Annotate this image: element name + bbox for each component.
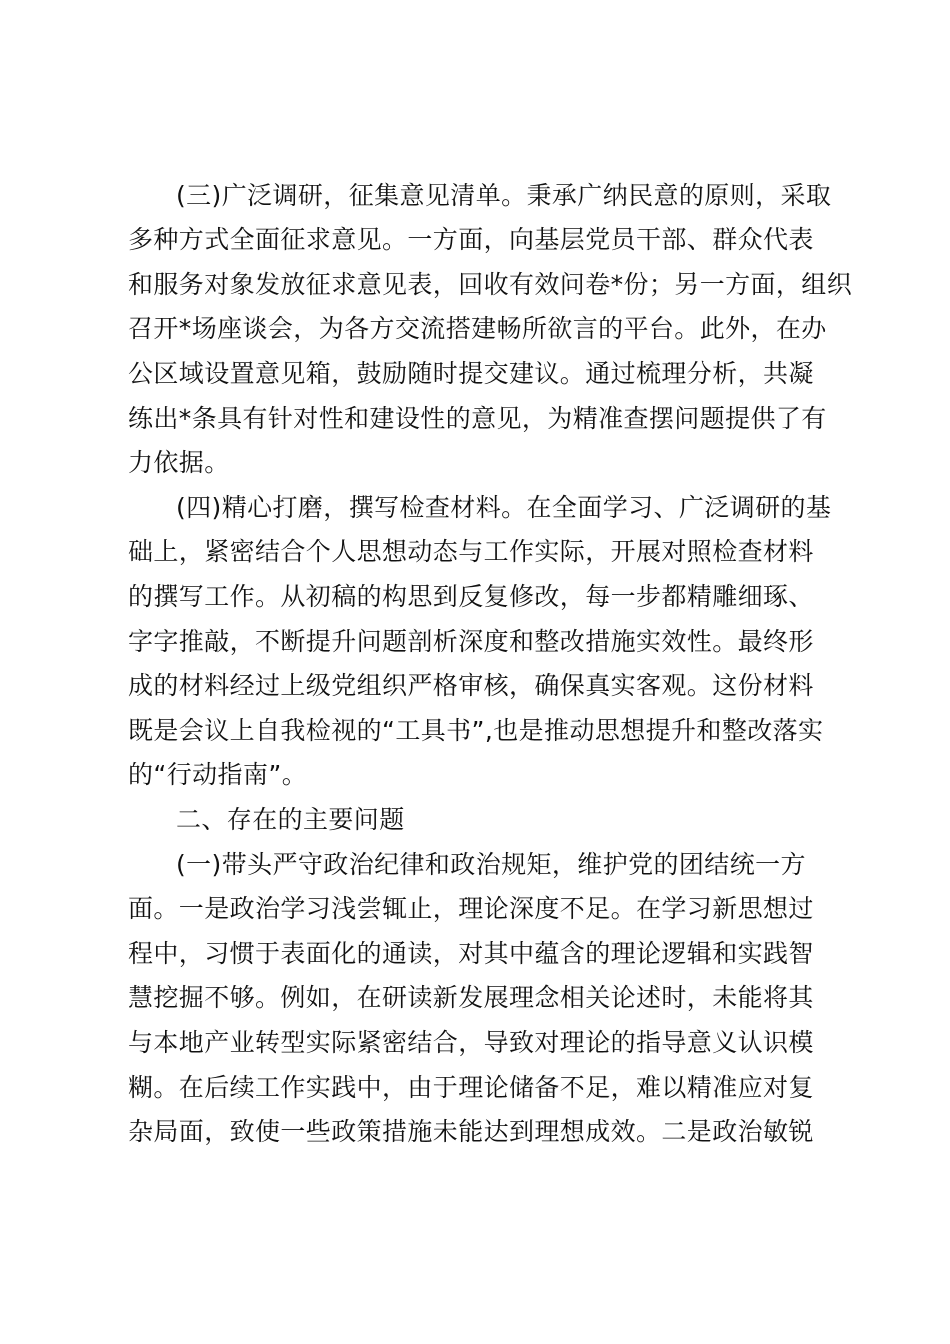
paragraph-line: 程中，习惯于表面化的通读，对其中蕴含的理论逻辑和实践智: [128, 939, 814, 968]
paragraph-line: 成的材料经过上级党组织严格审核，确保真实客观。这份材料: [128, 671, 814, 700]
paragraph-line: 字字推敲，不断提升问题剖析深度和整改措施实效性。最终形: [128, 627, 814, 656]
paragraph-line: 慧挖掘不够。例如，在研读新发展理念相关论述时，未能将其: [128, 983, 814, 1012]
paragraph-line: 的“行动指南”。: [128, 760, 308, 789]
paragraph-line: 力依据。: [128, 448, 230, 477]
paragraph-line: 与本地产业转型实际紧密结合，导致对理论的指导意义认识模: [128, 1028, 814, 1057]
paragraph-line: 既是会议上自我检视的“工具书”,也是推动思想提升和整改落实: [128, 716, 824, 745]
paragraph-line: 练出*条具有针对性和建设性的意见，为精准查摆问题提供了有: [128, 404, 827, 433]
paragraph-line: (三)广泛调研，征集意见清单。秉承广纳民意的原则，采取: [176, 181, 832, 210]
paragraph-line: (四)精心打磨，撰写检查材料。在全面学习、广泛调研的基: [176, 493, 832, 522]
paragraph-line: 杂局面，致使一些政策措施未能达到理想成效。二是政治敏锐: [128, 1117, 814, 1146]
paragraph-line: 的撰写工作。从初稿的构思到反复修改，每一步都精雕细琢、: [128, 582, 814, 611]
paragraph-line: 面。一是政治学习浅尝辄止，理论深度不足。在学习新思想过: [128, 894, 814, 923]
paragraph-line: 和服务对象发放征求意见表，回收有效问卷*份；另一方面，组织: [128, 270, 853, 299]
paragraph-line: 糊。在后续工作实践中，由于理论储备不足，难以精准应对复: [128, 1073, 814, 1102]
paragraph-line: 础上，紧密结合个人思想动态与工作实际，开展对照检查材料: [128, 537, 814, 566]
paragraph-line: 召开*场座谈会，为各方交流搭建畅所欲言的平台。此外，在办: [128, 314, 827, 343]
section-heading: 二、存在的主要问题: [176, 805, 405, 834]
paragraph-line: (一)带头严守政治纪律和政治规矩，维护党的团结统一方: [176, 850, 806, 879]
paragraph-line: 公区域设置意见箱，鼓励随时提交建议。通过梳理分析，共凝: [128, 359, 814, 388]
paragraph-line: 多种方式全面征求意见。一方面，向基层党员干部、群众代表: [128, 225, 814, 254]
